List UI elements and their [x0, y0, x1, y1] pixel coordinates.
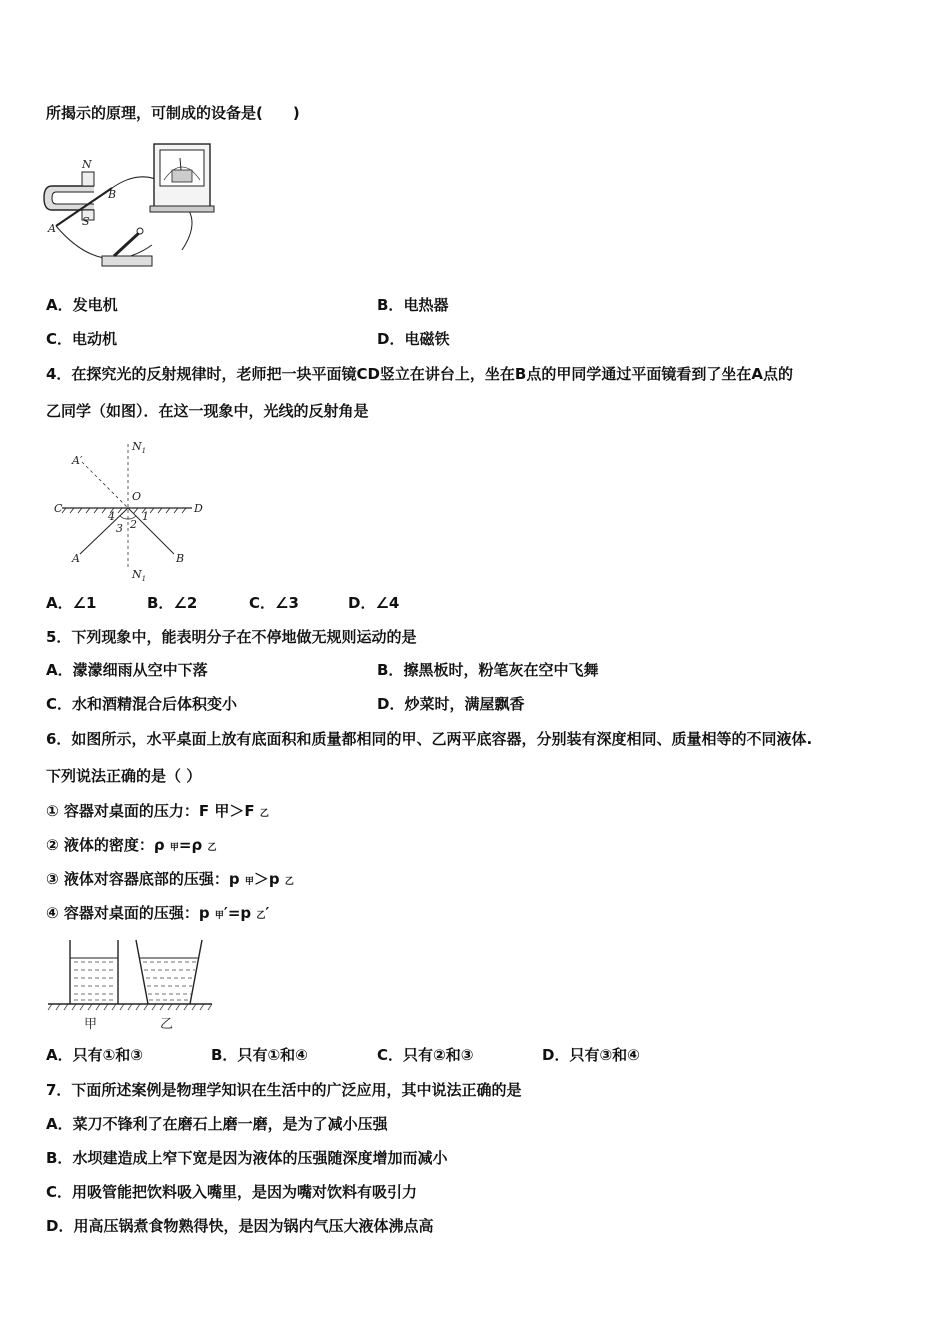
q6-option-a[interactable]: A．只有①和③ — [46, 1046, 144, 1064]
label-s: S — [82, 215, 90, 228]
q4-option-a[interactable]: A．∠1 — [46, 594, 97, 612]
label-a: A — [72, 552, 80, 565]
q7-option-c[interactable]: C．用吸管能把饮料吸入嘴里，是因为嘴对饮料有吸引力 — [46, 1183, 418, 1201]
q7-option-b[interactable]: B．水坝建造成上窄下宽是因为液体的压强随深度增加而减小 — [46, 1149, 448, 1167]
q7-stem: 7．下面所述案例是物理学知识在生活中的广泛应用，其中说法正确的是 — [46, 1081, 522, 1099]
label-angle1: 1 — [142, 510, 149, 523]
q4-option-d[interactable]: D．∠4 — [348, 594, 400, 612]
label-angle4: 4 — [108, 510, 115, 523]
label-b: B — [108, 188, 117, 201]
label-o: O — [132, 490, 142, 503]
q3-generator-figure — [42, 140, 222, 275]
q6-stem-line1: 6．如图所示，水平桌面上放有底面积和质量都相同的甲、乙两平底容器，分别装有深度相同、质量相等的不同液体. — [46, 730, 813, 748]
label-n1-bottom: $N_1$ — [132, 568, 147, 583]
label-yi: 乙 — [160, 1017, 174, 1032]
q3-option-d[interactable]: D．电磁铁 — [377, 330, 450, 348]
q4-option-c[interactable]: C．∠3 — [249, 594, 299, 612]
q6-option-d[interactable]: D．只有③和④ — [542, 1046, 640, 1064]
q6-stem-line2: 下列说法正确的是（ ） — [46, 767, 202, 785]
q7-option-d[interactable]: D．用高压锅煮食物熟得快，是因为锅内气压大液体沸点高 — [46, 1217, 434, 1235]
q4-option-b[interactable]: B．∠2 — [147, 594, 198, 612]
q4-reflection-figure — [52, 438, 212, 583]
q3-stem-tail: 所揭示的原理，可制成的设备是( ) — [46, 104, 300, 122]
q6-statement-1: ① 容器对桌面的压力：F 甲＞F 乙 — [46, 802, 269, 820]
label-jia: 甲 — [84, 1017, 98, 1032]
q4-stem-line2: 乙同学（如图）．在这一现象中，光线的反射角是 — [46, 402, 369, 420]
q3-option-c[interactable]: C．电动机 — [46, 330, 118, 348]
switch-icon — [102, 256, 152, 266]
label-a-prime: A′ — [72, 454, 83, 467]
q4-stem-line1: 4．在探究光的反射规律时，老师把一块平面镜CD竖立在讲台上，坐在B点的甲同学通过平面镜看到了坐在A点的 — [46, 365, 793, 383]
label-angle2: 2 — [130, 518, 137, 531]
q6-statement-4: ④ 容器对桌面的压强：p 甲′=p 乙′ — [46, 904, 270, 922]
label-d: D — [194, 502, 203, 515]
label-a: A — [48, 222, 56, 235]
q6-containers-figure — [46, 936, 216, 1034]
q5-option-c[interactable]: C．水和酒精混合后体积变小 — [46, 695, 238, 713]
q5-option-a[interactable]: A．濛濛细雨从空中下落 — [46, 661, 208, 679]
q7-option-a[interactable]: A．菜刀不锋利了在磨石上磨一磨，是为了减小压强 — [46, 1115, 388, 1133]
q3-option-a[interactable]: A．发电机 — [46, 296, 118, 314]
label-angle3: 3 — [116, 522, 123, 535]
label-c: C — [54, 502, 63, 515]
label-b: B — [176, 552, 185, 565]
q5-stem: 5．下列现象中，能表明分子在不停地做无规则运动的是 — [46, 628, 417, 646]
q6-statement-2: ② 液体的密度：ρ 甲=ρ 乙 — [46, 836, 217, 854]
q5-option-d[interactable]: D．炒菜时，满屋飘香 — [377, 695, 525, 713]
q5-option-b[interactable]: B．擦黑板时，粉笔灰在空中飞舞 — [377, 661, 599, 679]
label-n1-top: $N_1$ — [132, 440, 147, 455]
q6-option-c[interactable]: C．只有②和③ — [377, 1046, 474, 1064]
label-n: N — [82, 158, 92, 171]
q3-option-b[interactable]: B．电热器 — [377, 296, 449, 314]
q6-option-b[interactable]: B．只有①和④ — [211, 1046, 308, 1064]
q6-statement-3: ③ 液体对容器底部的压强：p 甲＞p 乙 — [46, 870, 294, 888]
